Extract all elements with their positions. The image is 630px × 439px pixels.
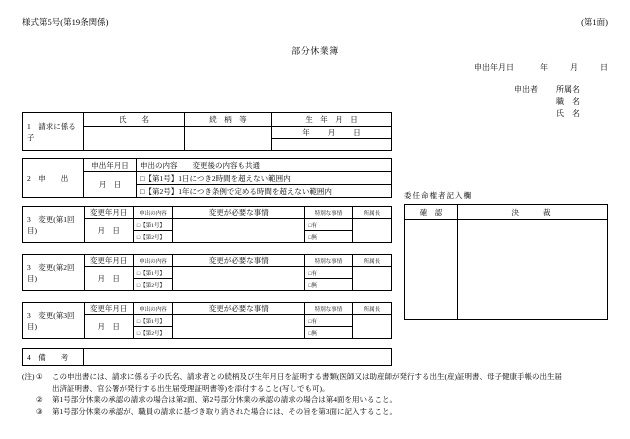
application-date-year: 年 — [540, 63, 548, 72]
change1-row-label: 3 変更(第1回目) — [23, 207, 85, 243]
application-date-row — [474, 62, 608, 73]
change1-header-special: 特別な事情 — [305, 207, 352, 219]
change2-row-label: 3 変更(第2回目) — [23, 255, 85, 291]
change2-header-content: 申出の内容 — [133, 255, 172, 267]
change2-header-reason: 変更が必要な事情 — [173, 255, 305, 267]
approval-section-title: 委任命権者記入欄 — [404, 191, 472, 200]
change3-header-date: 変更年月日 — [84, 303, 133, 315]
table-row — [23, 349, 392, 366]
application-date-month: 月 — [570, 63, 578, 72]
table-approval — [404, 204, 608, 320]
table-change-2 — [22, 254, 392, 291]
approval-confirm-header: 確 認 — [405, 205, 458, 220]
application-content-header: 申出の内容 変更後の内容も共通 — [137, 159, 392, 172]
form-number: 様式第5号(第19条関係) — [22, 17, 109, 27]
note-1-line-2: 出済証明書、官公署が発行する出生届受理証明書等)を添付すること(写しでも可)。 — [52, 383, 330, 393]
child-birth-day: 日 — [353, 128, 361, 137]
note-marker-1: ① — [36, 372, 43, 381]
notes-head: (注) — [22, 372, 35, 381]
child-birthdate-cell[interactable] — [272, 139, 392, 151]
application-option-2[interactable]: □【第2号】1年につき条例で定める時間を超えない範囲内 — [137, 185, 392, 198]
note-item — [22, 371, 610, 383]
change3-special-option-2[interactable]: □無 — [305, 327, 352, 339]
approval-decision-cell[interactable] — [458, 220, 608, 320]
table-row — [23, 303, 392, 315]
child-row-label: 1 請求に係る子 — [23, 113, 84, 151]
note-item — [22, 406, 610, 418]
change1-content-option-1[interactable]: □【第1号】 — [133, 219, 172, 231]
note-1-line-1: この申出書には、請求に係る子の氏名、請求者との続柄及び生年月日を証明する書類(医師又は助産師が発行する出生(産)証明書、母子健康手帳の出生届 — [52, 372, 562, 381]
change3-content-option-1[interactable]: □【第1号】 — [133, 315, 172, 327]
change1-header-reason: 変更が必要な事情 — [173, 207, 305, 219]
applicant-name-label: 氏 名 — [556, 109, 580, 118]
note-2-line-1: 第1号部分休業の承認の請求の場合は第2面、第2号部分休業の承認の請求の場合は第4面を用いること。 — [52, 395, 397, 404]
application-date-day: 日 — [600, 63, 608, 72]
change1-header-boss: 所属長 — [352, 207, 391, 219]
table-child — [22, 112, 392, 151]
table-change-3 — [22, 302, 392, 339]
application-date-cell[interactable]: 月 日 — [84, 172, 137, 198]
change3-boss-cell[interactable] — [352, 315, 391, 339]
applicant-label: 申出者 — [514, 85, 538, 94]
document-title: 部分休業簿 — [291, 46, 339, 56]
change2-header-boss: 所属長 — [352, 255, 391, 267]
page-number: (第1面) — [581, 17, 608, 27]
change2-date-cell[interactable]: 月 日 — [84, 267, 133, 291]
table-application — [22, 158, 392, 198]
child-birth-year: 年 — [302, 128, 310, 137]
change1-special-option-1[interactable]: □有 — [305, 219, 352, 231]
change1-date-cell[interactable]: 月 日 — [84, 219, 133, 243]
change2-header-date: 変更年月日 — [84, 255, 133, 267]
note-marker-2: ② — [36, 395, 43, 404]
change1-header-content: 申出の内容 — [133, 207, 172, 219]
remarks-cell[interactable] — [84, 349, 392, 366]
table-remarks — [22, 348, 392, 366]
change3-reason-cell[interactable] — [173, 315, 305, 339]
table-row — [23, 255, 392, 267]
change2-special-option-2[interactable]: □無 — [305, 279, 352, 291]
change3-date-cell[interactable]: 月 日 — [84, 315, 133, 339]
change3-header-content: 申出の内容 — [133, 303, 172, 315]
change2-header-special: 特別な事情 — [305, 255, 352, 267]
table-row — [405, 220, 608, 320]
change3-special-option-1[interactable]: □有 — [305, 315, 352, 327]
applicant-affiliation-label: 所属名 — [556, 85, 580, 94]
table-row — [23, 113, 392, 127]
application-date-header: 申出年月日 — [84, 159, 137, 172]
change3-header-boss: 所属長 — [352, 303, 391, 315]
change2-special-option-1[interactable]: □有 — [305, 267, 352, 279]
child-relation-cell[interactable] — [185, 127, 272, 151]
change1-reason-cell[interactable] — [173, 219, 305, 243]
table-row — [23, 159, 392, 172]
applicant-block — [514, 84, 580, 120]
note-3-line-1: 第1号部分休業の承認が、職員の請求に基づき取り消された場合には、その旨を第3面に記入すること。 — [52, 406, 397, 416]
change3-header-special: 特別な事情 — [305, 303, 352, 315]
note-marker-3: ③ — [36, 406, 43, 416]
applicant-position-label: 職 名 — [556, 97, 580, 106]
table-change-1 — [22, 206, 392, 243]
child-name-cell[interactable] — [84, 127, 185, 151]
approval-decision-header: 決 裁 — [458, 205, 608, 220]
table-row — [23, 207, 392, 219]
change2-boss-cell[interactable] — [352, 267, 391, 291]
remarks-row-label: 4 備 考 — [23, 349, 84, 366]
notes-section — [22, 371, 610, 417]
change3-content-option-2[interactable]: □【第2号】 — [133, 327, 172, 339]
approval-confirm-cell[interactable] — [405, 220, 458, 320]
change1-header-date: 変更年月日 — [84, 207, 133, 219]
change3-row-label: 3 変更(第3回目) — [23, 303, 85, 339]
child-header-relation: 続 柄 等 — [185, 113, 272, 127]
child-birthdate-units — [272, 127, 392, 139]
child-header-name: 氏 名 — [84, 113, 185, 127]
application-option-1[interactable]: □【第1号】1日につき2時間を超えない範囲内 — [137, 172, 392, 185]
change3-header-reason: 変更が必要な事情 — [173, 303, 305, 315]
change1-content-option-2[interactable]: □【第2号】 — [133, 231, 172, 243]
child-header-birthdate: 生 年 月 日 — [272, 113, 392, 127]
note-1-line-2-wrap — [22, 383, 610, 395]
application-date-label: 申出年月日 — [474, 63, 514, 72]
child-birth-month: 月 — [327, 128, 336, 137]
change2-reason-cell[interactable] — [173, 267, 305, 291]
change1-boss-cell[interactable] — [352, 219, 391, 243]
change2-content-option-2[interactable]: □【第2号】 — [133, 279, 172, 291]
change1-special-option-2[interactable]: □無 — [305, 231, 352, 243]
application-row-label: 2 申 出 — [23, 159, 84, 198]
table-row — [405, 205, 608, 220]
change2-content-option-1[interactable]: □【第1号】 — [133, 267, 172, 279]
note-item — [22, 394, 610, 406]
